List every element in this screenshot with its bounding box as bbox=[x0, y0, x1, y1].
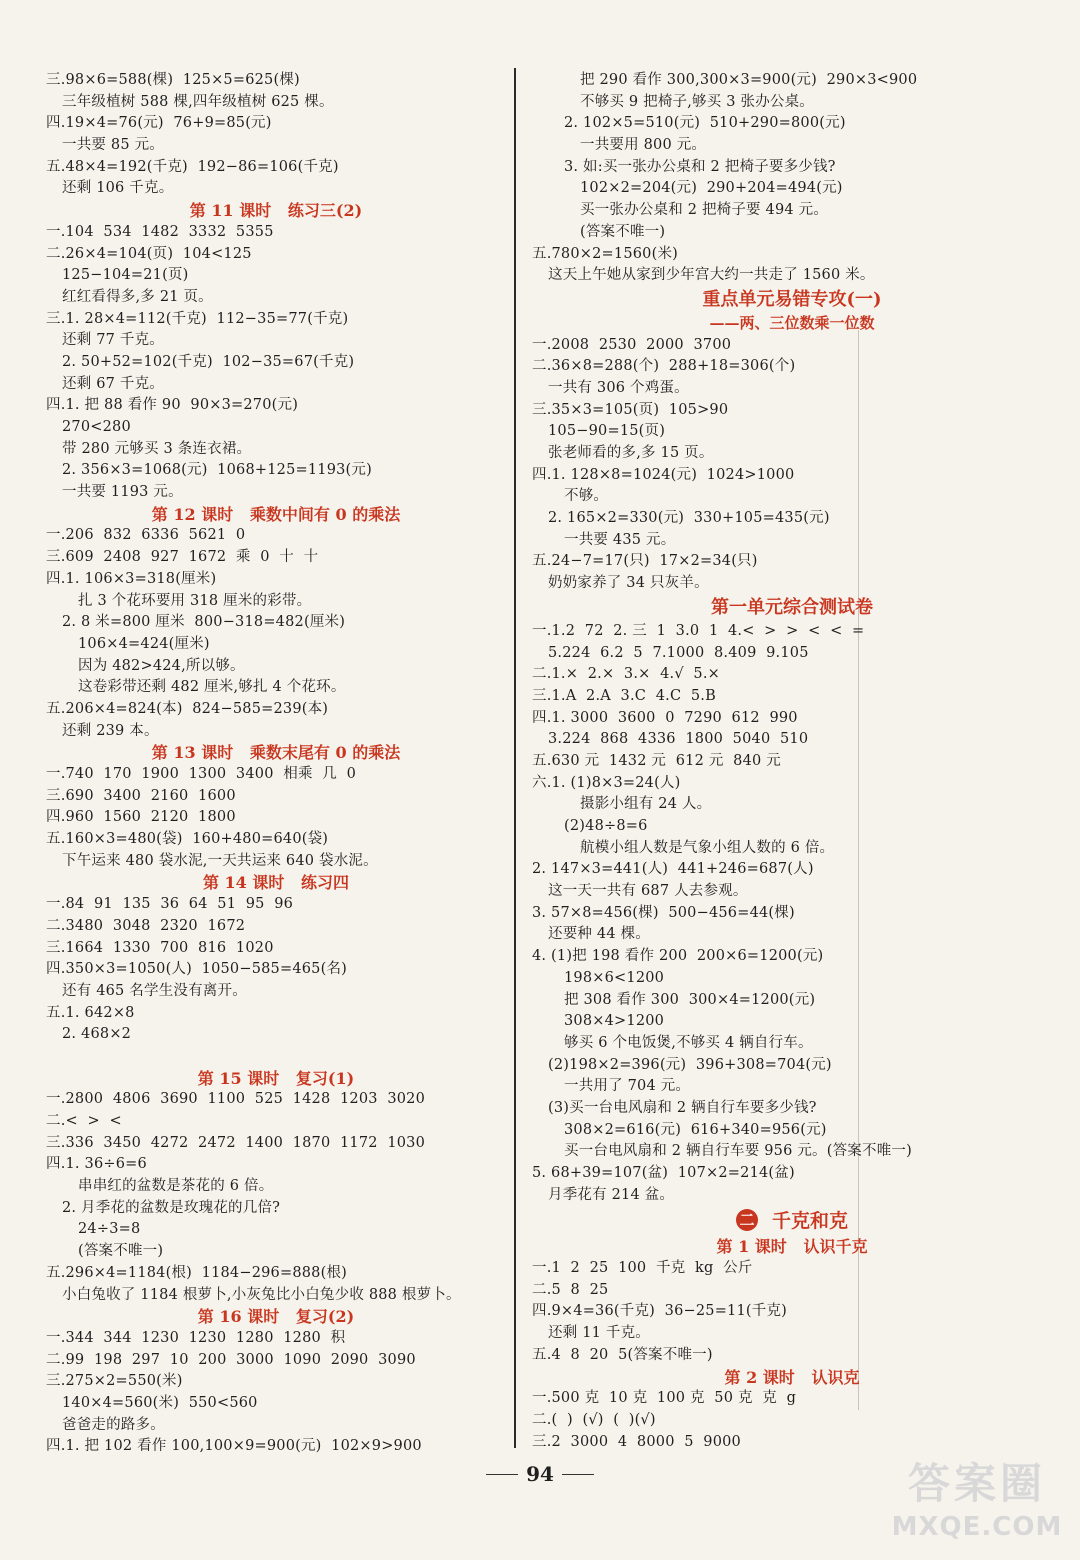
left-column bbox=[46, 70, 506, 1458]
answer-line: 这卷彩带还剩 482 厘米,够扎 4 个花环。 bbox=[78, 679, 346, 696]
answer-line: 因为 482>424,所以够。 bbox=[78, 657, 245, 674]
answer-line: 二.< > < bbox=[46, 1113, 122, 1129]
answer-line: 五.1. 642×8 bbox=[46, 1004, 135, 1021]
watermark-bottom-text: MXQE.COM bbox=[891, 1512, 1063, 1542]
answer-line: 270<280 bbox=[62, 419, 131, 435]
section-heading: 第 12 课时 乘数中间有 0 的乘法 bbox=[151, 504, 401, 524]
unit-number-badge: 二 bbox=[736, 1209, 758, 1231]
section-heading: 第 13 课时 乘数末尾有 0 的乘法 bbox=[151, 743, 401, 763]
answer-line: 一.2800 4806 3690 1100 525 1428 1203 3020 bbox=[46, 1091, 426, 1108]
unit-title: 千克和克 bbox=[771, 1210, 848, 1233]
answer-line: 不够。 bbox=[564, 488, 609, 505]
unit-heading bbox=[532, 1206, 1052, 1236]
answer-line: 2. 102×5=510(元) 510+290=800(元) bbox=[564, 115, 846, 132]
answer-line: 3.224 868 4336 1800 5040 510 bbox=[548, 731, 809, 748]
spacer-line bbox=[46, 1046, 506, 1068]
answer-line: 五.24−7=17(只) 17×2=34(只) bbox=[532, 553, 758, 570]
answer-line: 不够买 9 把椅子,够买 3 张办公桌。 bbox=[580, 93, 814, 110]
answer-line: 三.1. 28×4=112(千克) 112−35=77(千克) bbox=[46, 310, 349, 327]
answer-line: 一.1 2 25 100 千克 kg 公斤 bbox=[532, 1260, 753, 1277]
answer-line: 一共用了 704 元。 bbox=[564, 1078, 691, 1095]
answer-line: 一.1.2 72 2. 三 1 3.0 1 4.< > > < < = bbox=[532, 622, 865, 639]
answer-line: 五.206×4=824(本) 824−585=239(本) bbox=[46, 700, 329, 717]
answer-line: 4. (1)把 198 看作 200 200×6=1200(元) bbox=[532, 948, 824, 965]
answer-line: 六.1. (1)8×3=24(人) bbox=[532, 774, 681, 791]
answer-line: 还剩 77 千克。 bbox=[62, 332, 164, 349]
answer-line: 2. 165×2=330(元) 330+105=435(元) bbox=[548, 510, 830, 527]
answer-line: 5. 68+39=107(盆) 107×2=214(盆) bbox=[532, 1165, 795, 1181]
answer-line: 摄影小组有 24 人。 bbox=[580, 796, 712, 813]
right-column bbox=[532, 70, 1052, 1453]
answer-line: (2)48÷8=6 bbox=[564, 818, 648, 834]
answer-line: 二.26×4=104(页) 104<125 bbox=[46, 245, 252, 262]
answer-line: 四.1. 把 102 看作 100,100×9=900(元) 102×9>900 bbox=[46, 1438, 422, 1455]
answer-line: 三.2 3000 4 8000 5 9000 bbox=[532, 1433, 741, 1450]
answer-line: 308×4>1200 bbox=[564, 1013, 665, 1030]
answer-line: 五.48×4=192(千克) 192−86=106(千克) bbox=[46, 158, 339, 175]
section-heading: 第 2 课时 认识克 bbox=[724, 1367, 860, 1387]
answer-line: 三.690 3400 2160 1600 bbox=[46, 787, 236, 804]
answer-line: 308×2=616(元) 616+340=956(元) bbox=[564, 1121, 827, 1138]
section-heading: 第 15 课时 复习(1) bbox=[197, 1068, 355, 1088]
page-number bbox=[470, 1462, 610, 1486]
answer-line: 张老师看的多,多 15 页。 bbox=[548, 445, 714, 461]
column-divider bbox=[514, 68, 516, 1448]
answer-line: 三.275×2=550(米) bbox=[46, 1373, 183, 1390]
answer-line: 2. 468×2 bbox=[62, 1026, 132, 1043]
answer-line: 5.224 6.2 5 7.1000 8.409 9.105 bbox=[548, 644, 809, 661]
answer-line: 还剩 67 千克。 bbox=[62, 375, 164, 392]
answer-line: 二.36×8=288(个) 288+18=306(个) bbox=[532, 358, 796, 375]
answer-line: 还剩 11 千克。 bbox=[548, 1325, 650, 1342]
answer-line: 2. 50+52=102(千克) 102−35=67(千克) bbox=[62, 353, 355, 370]
answer-line: 24÷3=8 bbox=[78, 1221, 141, 1238]
answer-line: 二.3480 3048 2320 1672 bbox=[46, 917, 246, 934]
answer-line: 串串红的盆数是茶花的 6 倍。 bbox=[78, 1178, 274, 1195]
answer-line: 带 280 元够买 3 条连衣裙。 bbox=[62, 440, 252, 457]
answer-line: 2. 356×3=1068(元) 1068+125=1193(元) bbox=[62, 462, 372, 479]
answer-line: 一.84 91 135 36 64 51 95 96 bbox=[46, 896, 294, 913]
answer-line: 一.104 534 1482 3332 5355 bbox=[46, 223, 274, 240]
answer-line: 三.98×6=588(棵) 125×5=625(棵) bbox=[46, 72, 300, 88]
unit-test-heading: 第一单元综合测试卷 bbox=[711, 596, 873, 618]
answer-line: 买一张办公桌和 2 把椅子要 494 元。 bbox=[580, 202, 829, 219]
answer-line: 三.35×3=105(页) 105>90 bbox=[532, 401, 729, 418]
answer-line: 二.( ) (√) ( )(√) bbox=[532, 1411, 656, 1428]
answer-line: 一.206 832 6336 5621 0 bbox=[46, 527, 246, 544]
answer-line: 2. 147×3=441(人) 441+246=687(人) bbox=[532, 861, 814, 878]
answer-line: 二.5 8 25 bbox=[532, 1281, 609, 1298]
answer-line: 奶奶家养了 34 只灰羊。 bbox=[548, 575, 709, 592]
answer-line: 五.4 8 20 5(答案不唯一) bbox=[532, 1346, 713, 1363]
answer-line: 2. 月季花的盆数是玫瑰花的几倍? bbox=[62, 1199, 281, 1216]
answer-line: 2. 8 米=800 厘米 800−318=482(厘米) bbox=[62, 614, 346, 631]
answer-line: 三.336 3450 4272 2472 1400 1870 1172 1030 bbox=[46, 1134, 426, 1151]
answer-line: 一共要用 800 元。 bbox=[580, 137, 707, 154]
answer-line: 3. 57×8=456(棵) 500−456=44(棵) bbox=[532, 904, 795, 921]
answer-line: 够买 6 个电饭煲,不够买 4 辆自行车。 bbox=[564, 1034, 813, 1051]
answer-line: 月季花有 214 盆。 bbox=[548, 1186, 675, 1203]
answer-line: 125−104=21(页) bbox=[62, 267, 189, 284]
answer-line: 105−90=15(页) bbox=[548, 423, 666, 440]
answer-line: 扎 3 个花环要用 318 厘米的彩带。 bbox=[78, 592, 312, 609]
answer-line: 二.1.× 2.× 3.× 4.√ 5.× bbox=[532, 666, 720, 683]
page-number-text: 94 bbox=[526, 1462, 554, 1486]
answer-line: 一共要 1193 元。 bbox=[62, 484, 183, 501]
answer-line: 一.740 170 1900 1300 3400 相乘 几 0 bbox=[46, 766, 357, 782]
answer-line: 三.609 2408 927 1672 乘 0 十 十 bbox=[46, 549, 319, 566]
answer-line: 四.1. 把 88 看作 90 90×3=270(元) bbox=[46, 397, 299, 414]
answer-line: 买一台电风扇和 2 辆自行车要 956 元。(答案不唯一) bbox=[564, 1143, 912, 1160]
answer-line: 四.19×4=76(元) 76+9=85(元) bbox=[46, 115, 272, 132]
answer-line: (2)198×2=396(元) 396+308=704(元) bbox=[548, 1056, 832, 1073]
answer-line: 五.630 元 1432 元 612 元 840 元 bbox=[532, 752, 781, 769]
answer-line: 把 290 看作 300,300×3=900(元) 290×3<900 bbox=[580, 72, 918, 88]
answer-line: 小白兔收了 1184 根萝卜,小灰兔比小白兔少收 888 根萝卜。 bbox=[62, 1286, 461, 1303]
section-heading: 第 11 课时 练习三(2) bbox=[189, 201, 363, 221]
section-heading: 第 16 课时 复习(2) bbox=[197, 1307, 355, 1327]
answer-line: 四.1. 36÷6=6 bbox=[46, 1156, 147, 1173]
answer-line: 红红看得多,多 21 页。 bbox=[62, 288, 213, 305]
answer-line: 一共要 85 元。 bbox=[62, 137, 164, 154]
unit-test-heading: 重点单元易错专攻(一) bbox=[702, 288, 882, 310]
answer-line: 四.1. 106×3=318(厘米) bbox=[46, 570, 217, 587]
answer-line: 一.2008 2530 2000 3700 bbox=[532, 336, 732, 353]
answer-line: 四.350×3=1050(人) 1050−585=465(名) bbox=[46, 961, 348, 978]
answer-line: 102×2=204(元) 290+204=494(元) bbox=[580, 180, 843, 197]
watermark-logo bbox=[882, 1456, 1072, 1556]
answer-line: 航模小组人数是气象小组人数的 6 倍。 bbox=[580, 839, 835, 856]
answer-line: 三年级植树 588 棵,四年级植树 625 棵。 bbox=[62, 93, 334, 110]
answer-line: 二.99 198 297 10 200 3000 1090 2090 3090 bbox=[46, 1351, 416, 1368]
answer-line: 还剩 239 本。 bbox=[62, 722, 159, 739]
answer-line: 这天上午她从家到少年宫大约一共走了 1560 米。 bbox=[548, 267, 875, 284]
answer-line: 一.500 克 10 克 100 克 50 克 克 g bbox=[532, 1390, 797, 1407]
answer-line: 140×4=560(米) 550<560 bbox=[62, 1394, 258, 1411]
answer-line: 106×4=424(厘米) bbox=[78, 635, 210, 652]
watermark-top-text: 答案圈 bbox=[907, 1459, 1046, 1508]
answer-line: 五.780×2=1560(米) bbox=[532, 245, 679, 262]
section-heading: 第 1 课时 认识千克 bbox=[716, 1237, 868, 1257]
answer-line: (答案不唯一) bbox=[78, 1243, 164, 1260]
answer-line: 198×6<1200 bbox=[564, 969, 665, 986]
answer-line: 一.344 344 1230 1230 1280 1280 积 bbox=[46, 1329, 346, 1346]
page-number-rule-right bbox=[562, 1474, 594, 1475]
answer-line: (答案不唯一) bbox=[580, 223, 666, 240]
section-heading: 第 14 课时 练习四 bbox=[202, 873, 350, 893]
section-subheading: ——两、三位数乘一位数 bbox=[709, 313, 875, 332]
answer-line: 四.960 1560 2120 1800 bbox=[46, 809, 236, 826]
answer-line: 一共要 435 元。 bbox=[564, 531, 676, 548]
answer-line: 这一天一共有 687 人去参观。 bbox=[548, 883, 748, 900]
answer-line: 把 308 看作 300 300×4=1200(元) bbox=[564, 991, 816, 1008]
answer-line: (3)买一台电风扇和 2 辆自行车要多少钱? bbox=[548, 1099, 817, 1116]
answer-line: 一共有 306 个鸡蛋。 bbox=[548, 379, 689, 396]
answer-line: 还剩 106 千克。 bbox=[62, 180, 174, 197]
answer-line: 三.1.A 2.A 3.C 4.C 5.B bbox=[532, 687, 716, 704]
answer-line: 四.9×4=36(千克) 36−25=11(千克) bbox=[532, 1303, 788, 1320]
answer-line: 五.160×3=480(袋) 160+480=640(袋) bbox=[46, 831, 329, 848]
answer-line: 五.296×4=1184(根) 1184−296=888(根) bbox=[46, 1264, 348, 1281]
answer-line: 三.1664 1330 700 816 1020 bbox=[46, 939, 274, 956]
page-number-rule-left bbox=[486, 1474, 518, 1475]
answer-line: 四.1. 3000 3600 0 7290 612 990 bbox=[532, 709, 798, 726]
answer-line: 爸爸走的路多。 bbox=[62, 1416, 165, 1433]
answer-line: 四.1. 128×8=1024(元) 1024>1000 bbox=[532, 466, 795, 483]
answer-line: 下午运来 480 袋水泥,一天共运来 640 袋水泥。 bbox=[62, 852, 378, 869]
answer-line: 还有 465 名学生没有离开。 bbox=[62, 982, 247, 999]
answer-line: 3. 如:买一张办公桌和 2 把椅子要多少钱? bbox=[564, 158, 836, 175]
answer-line: 还要种 44 棵。 bbox=[548, 926, 650, 943]
